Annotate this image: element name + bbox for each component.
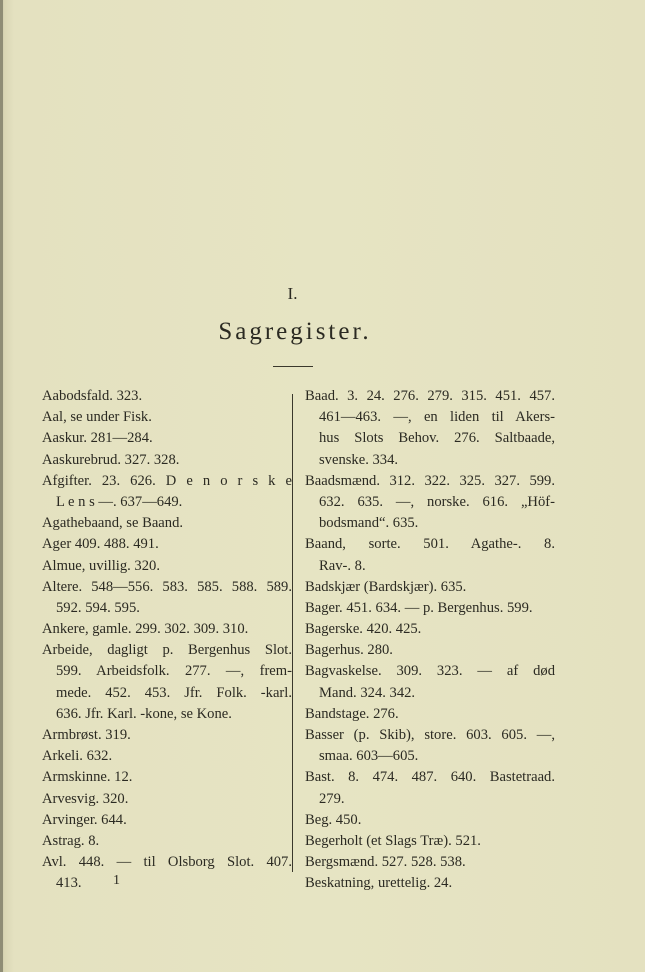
entry-line: Arbeide, dagligt p. Bergenhus Slot.: [42, 642, 292, 659]
index-entry: [42, 619, 292, 640]
entry-line: Ankere, gamle. 299. 302. 309. 310.: [42, 621, 249, 638]
index-entry: [42, 556, 292, 577]
index-entry: [305, 704, 555, 725]
index-entry: [42, 407, 292, 428]
entry-line: Astrag. 8.: [42, 832, 100, 849]
entry-continuation-line: 632. 635. —, norske. 616. „Höf-: [319, 493, 555, 510]
index-entry: [42, 725, 292, 746]
index-entry: [42, 810, 292, 831]
entry-continuation-line: L e n s —. 637—649.: [56, 493, 183, 510]
entry-line: Bager. 451. 634. — p. Bergenhus. 599.: [305, 599, 533, 616]
entry-line: Baadsmænd. 312. 322. 325. 327. 599.: [305, 472, 555, 489]
index-entry: [42, 746, 292, 767]
entry-line: Afgifter. 23. 626. D e n o r s k e: [42, 472, 292, 489]
index-entry: [305, 386, 555, 471]
entry-line: Beg. 450.: [305, 811, 362, 828]
column-divider: [292, 394, 293, 872]
index-entry: [305, 577, 555, 598]
index-entry: [42, 640, 292, 725]
entry-line: Baad. 3. 24. 276. 279. 315. 451. 457.: [305, 388, 555, 404]
entry-line: Badskjær (Bardskjær). 635.: [305, 578, 467, 595]
entry-continuation-line: bodsmand“. 635.: [319, 515, 419, 532]
entry-line: Aabodsfald. 323.: [42, 388, 143, 404]
entry-line: Basser (p. Skib), store. 603. 605. —,: [305, 727, 555, 743]
index-entry: [305, 725, 555, 767]
index-entry: [42, 513, 292, 534]
index-column-right: [305, 386, 555, 895]
index-entry: [305, 619, 555, 640]
entry-continuation-line: 279.: [319, 790, 345, 807]
index-column-left: [42, 386, 292, 895]
page-title: Sagregister.: [218, 318, 372, 345]
index-entry: [42, 450, 292, 471]
entry-continuation-line: smaa. 603—605.: [319, 748, 419, 765]
index-entry: [305, 873, 555, 894]
page-binding-edge: [0, 0, 3, 972]
entry-line: Bagerhus. 280.: [305, 642, 393, 659]
entry-line: Arkeli. 632.: [42, 748, 113, 765]
entry-line: Aal, se under Fisk.: [42, 409, 152, 426]
index-entry: [305, 471, 555, 535]
index-entry: [42, 386, 292, 407]
index-entry: [42, 767, 292, 788]
index-entry: [42, 534, 292, 555]
entry-continuation-line: Rav-. 8.: [319, 557, 366, 574]
index-entry: [305, 661, 555, 703]
index-entry: [42, 831, 292, 852]
entry-line: Bandstage. 276.: [305, 705, 399, 722]
index-entry: [42, 471, 292, 513]
entry-continuation-line: hus Slots Behov. 276. Saltbaade,: [319, 430, 555, 447]
entry-line: Aaskur. 281—284.: [42, 430, 153, 447]
entry-continuation-line: svenske. 334.: [319, 451, 399, 468]
entry-continuation-line: Mand. 324. 342.: [319, 684, 416, 701]
index-entry: [305, 810, 555, 831]
index-entry: [305, 831, 555, 852]
entry-continuation-line: 636. Jfr. Karl. -kone, se Kone.: [56, 705, 232, 722]
index-entry: [305, 598, 555, 619]
index-entry: [42, 577, 292, 619]
entry-line: Arvinger. 644.: [42, 811, 127, 828]
entry-line: Beskatning, urettelig. 24.: [305, 875, 453, 892]
entry-line: Arvesvig. 320.: [42, 790, 129, 807]
index-entry: [42, 852, 292, 894]
entry-line: Avl. 448. — til Olsborg Slot. 407.: [42, 854, 292, 871]
entry-line: Bergsmænd. 527. 528. 538.: [305, 854, 466, 871]
entry-line: Baand, sorte. 501. Agathe-. 8.: [305, 536, 555, 553]
entry-line: Bagerske. 420. 425.: [305, 621, 422, 638]
entry-continuation-line: 461—463. —, en liden til Akers-: [319, 409, 555, 426]
entry-line: Agathebaand, se Baand.: [42, 515, 184, 532]
entry-line: Ager 409. 488. 491.: [42, 536, 159, 553]
entry-continuation-line: 599. Arbeidsfolk. 277. —, frem-: [56, 663, 292, 680]
index-entry: [305, 767, 555, 809]
entry-line: Almue, uvillig. 320.: [42, 557, 160, 574]
index-entry: [42, 428, 292, 449]
entry-line: Bagvaskelse. 309. 323. — af død: [305, 663, 555, 680]
entry-line: Altere. 548—556. 583. 585. 588. 589.: [42, 578, 292, 595]
index-entry: [305, 534, 555, 576]
entry-continuation-line: 592. 594. 595.: [56, 599, 140, 616]
entry-line: Begerholt (et Slags Træ). 521.: [305, 832, 481, 849]
index-entry: [305, 852, 555, 873]
index-entry: [305, 640, 555, 661]
title-rule: [273, 366, 313, 367]
entry-line: Armskinne. 12.: [42, 769, 133, 786]
signature-mark: 1: [113, 873, 120, 888]
entry-line: Aaskurebrud. 327. 328.: [42, 451, 180, 468]
entry-continuation-line: mede. 452. 453. Jfr. Folk. -karl.: [56, 684, 292, 701]
entry-line: Armbrøst. 319.: [42, 727, 131, 743]
entry-line: Bast. 8. 474. 487. 640. Bastetraad.: [305, 769, 555, 786]
index-entry: [42, 789, 292, 810]
entry-continuation-line: 413.: [56, 875, 82, 892]
section-number: I.: [287, 284, 298, 303]
